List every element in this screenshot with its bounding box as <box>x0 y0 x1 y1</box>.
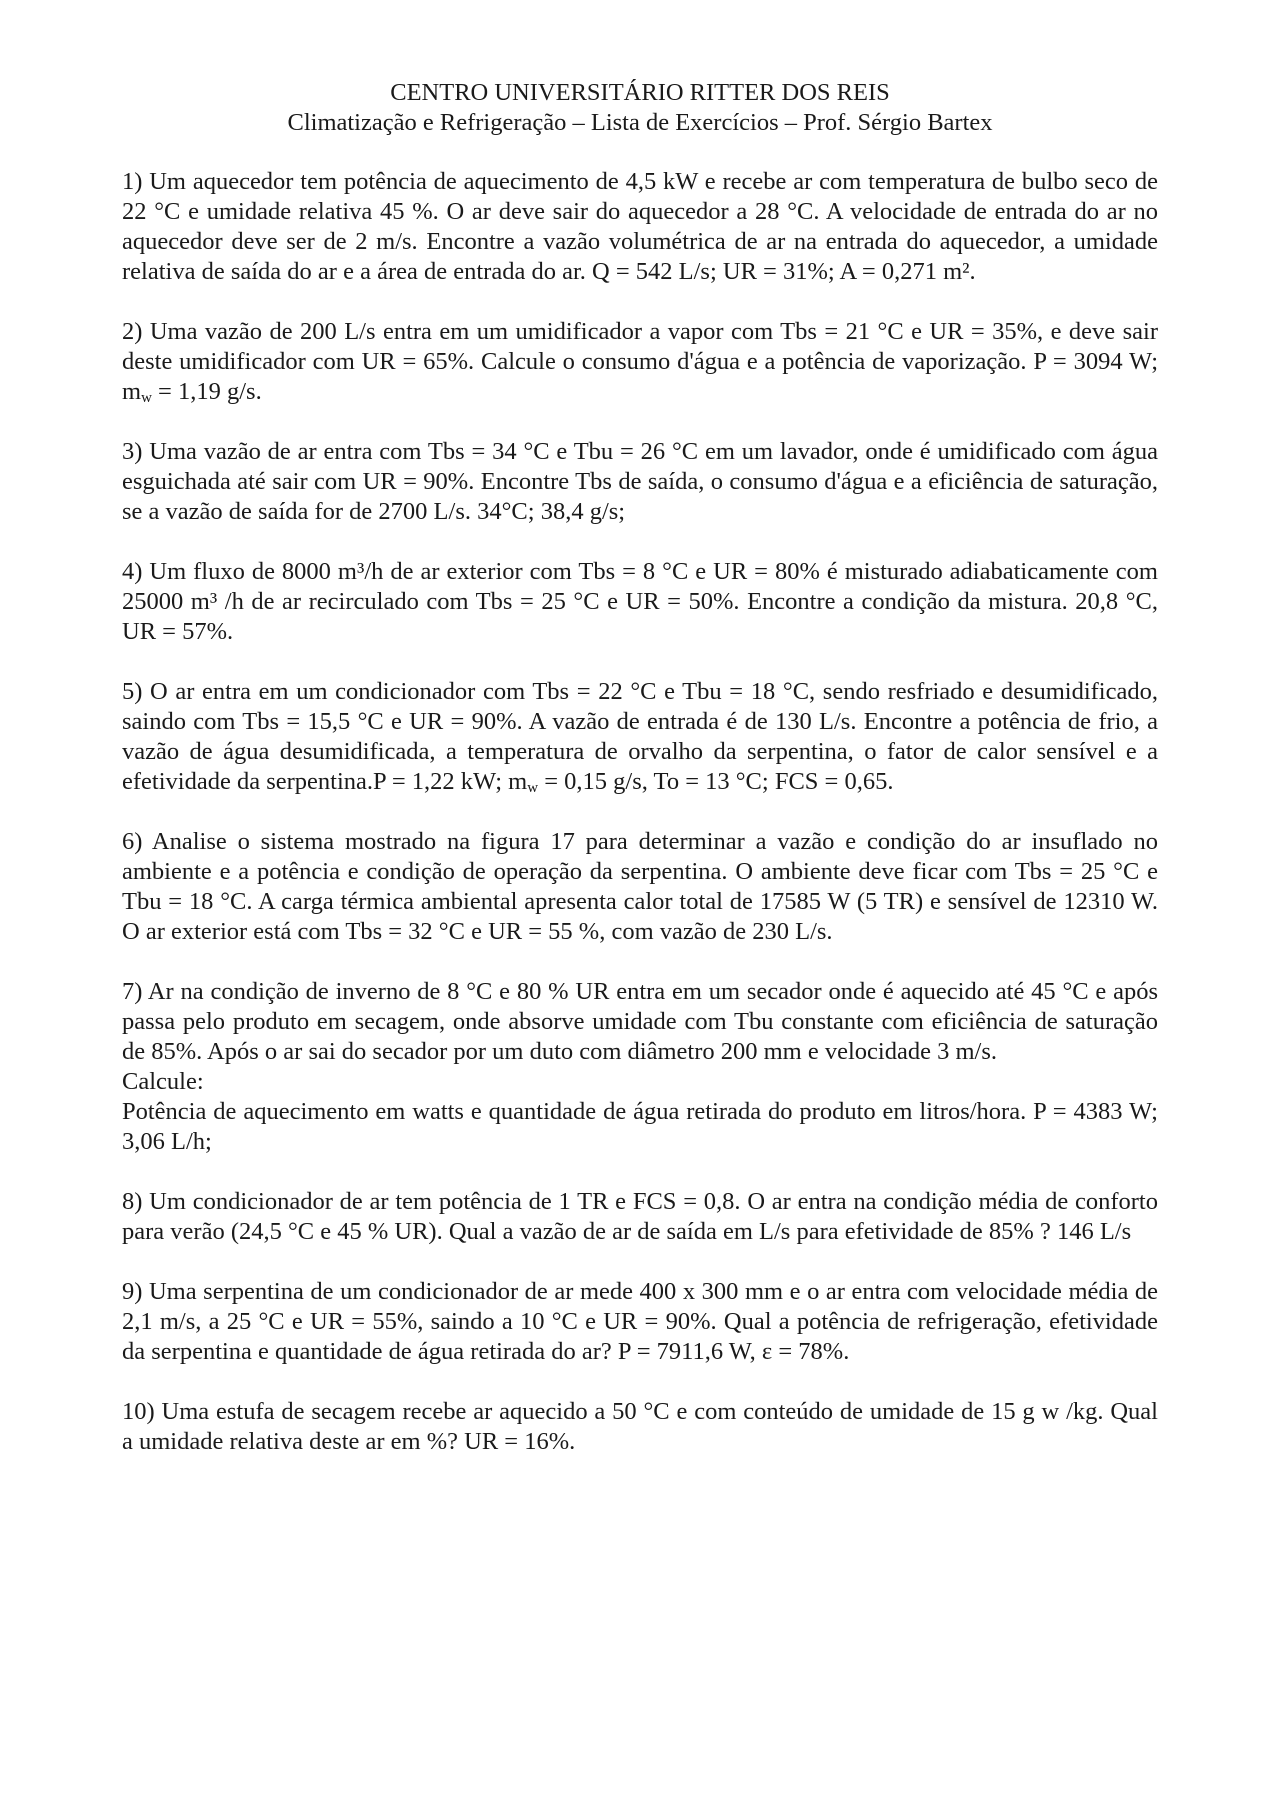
exercise-9 <box>122 1277 1158 1367</box>
exercise-5-text: 5) O ar entra em um condicionador com Tbs = 22 °C e Tbu = 18 °C, sendo resfriado e desumidificado, saindo com Tbs = 15,5 °C e UR = 90%. A vazão de entrada é de 130 L/s. Encontre a potência de frio, a vazão de água desumidificada, a temperatura de orvalho da serpentina, o fator de calor sensível e a efetividade da serpentina.P = 1,22 kW; m <box>122 678 1158 795</box>
exercise-2-answer-tail: = 1,19 g/s. <box>151 378 262 405</box>
exercise-6-text: 6) Analise o sistema mostrado na figura 17 para determinar a vazão e condição do ar insuflado no ambiente e a potência e condição de operação da serpentina. O ambiente deve ficar com Tbs = 25 °C e Tbu = 18 °C. A carga térmica ambiental apresenta calor total de 17585 W (5 TR) e sensível de 12310 W. O ar exterior está com Tbs = 32 °C e UR = 55 %, com vazão de 230 L/s. <box>122 828 1158 945</box>
exercise-9-text: 9) Uma serpentina de um condicionador de ar mede 400 x 300 mm e o ar entra com velocidade média de 2,1 m/s, a 25 °C e UR = 55%, saindo a 10 °C e UR = 90%. Qual a potência de refrigeração, efetividade da serpentina e quantidade de água retirada do ar? P = 7911,6 W, ε = 78%. <box>122 1278 1158 1365</box>
exercise-5-subscript: w <box>527 780 539 796</box>
exercise-6 <box>122 827 1158 947</box>
exercise-10 <box>122 1397 1158 1457</box>
exercise-1 <box>122 167 1158 287</box>
exercise-7-calcule: Calcule: <box>122 1068 204 1095</box>
exercise-2-text: 2) Uma vazão de 200 L/s entra em um umidificador a vapor com Tbs = 21 °C e UR = 35%, e deve sair deste umidificador com UR = 65%. Calcule o consumo d'água e a potência de vaporização. P = 3094 W; m <box>122 318 1158 405</box>
institution-title: CENTRO UNIVERSITÁRIO RITTER DOS REIS <box>390 79 890 106</box>
exercise-3 <box>122 437 1158 527</box>
course-subtitle: Climatização e Refrigeração – Lista de Exercícios – Prof. Sérgio Bartex <box>287 109 993 136</box>
exercise-3-text: 3) Uma vazão de ar entra com Tbs = 34 °C e Tbu = 26 °C em um lavador, onde é umidificado com água esguichada até sair com UR = 90%. Encontre Tbs de saída, o consumo d'água e a eficiência de saturação, se a vazão de saída for de 2700 L/s. 34°C; 38,4 g/s; <box>122 438 1158 525</box>
exercise-8 <box>122 1187 1158 1247</box>
exercise-8-text: 8) Um condicionador de ar tem potência de 1 TR e FCS = 0,8. O ar entra na condição média de conforto para verão (24,5 °C e 45 % UR). Qual a vazão de ar de saída em L/s para efetividade de 85% ? 146 L/s <box>122 1188 1158 1245</box>
exercise-4-text: 4) Um fluxo de 8000 m³/h de ar exterior com Tbs = 8 °C e UR = 80% é misturado adiabaticamente com 25000 m³ /h de ar recirculado com Tbs = 25 °C e UR = 50%. Encontre a condição da mistura. 20,8 °C, UR = 57%. <box>122 558 1158 645</box>
exercise-4 <box>122 557 1158 647</box>
exercise-5 <box>122 677 1158 797</box>
document-page <box>122 78 1158 1487</box>
exercise-10-text: 10) Uma estufa de secagem recebe ar aquecido a 50 °C e com conteúdo de umidade de 15 g w /kg. Qual a umidade relativa deste ar em %? UR = 16%. <box>122 1398 1158 1455</box>
exercise-7-text: 7) Ar na condição de inverno de 8 °C e 80 % UR entra em um secador onde é aquecido até 45 °C e após passa pelo produto em secagem, onde absorve umidade com Tbu constante com eficiência de saturação de 85%. Após o ar sai do secador por um duto com diâmetro 200 mm e velocidade 3 m/s. <box>122 978 1158 1065</box>
exercise-1-text: 1) Um aquecedor tem potência de aquecimento de 4,5 kW e recebe ar com temperatura de bulbo seco de 22 °C e umidade relativa 45 %. O ar deve sair do aquecedor a 28 °C. A velocidade de entrada do ar no aquecedor deve ser de 2 m/s. Encontre a vazão volumétrica de ar na entrada do aquecedor, a umidade relativa de saída do ar e a área de entrada do ar. Q = 542 L/s; UR = 31%; A = 0,271 m². <box>122 168 1158 285</box>
exercise-7-question: Potência de aquecimento em watts e quantidade de água retirada do produto em litros/hora. P = 4383 W; 3,06 L/h; <box>122 1098 1158 1155</box>
exercise-2-subscript: w <box>141 390 152 406</box>
exercise-5-answer-tail: = 0,15 g/s, To = 13 °C; FCS = 0,65. <box>538 768 894 795</box>
exercise-7 <box>122 977 1158 1157</box>
document-header <box>122 78 1158 138</box>
exercise-2 <box>122 317 1158 407</box>
